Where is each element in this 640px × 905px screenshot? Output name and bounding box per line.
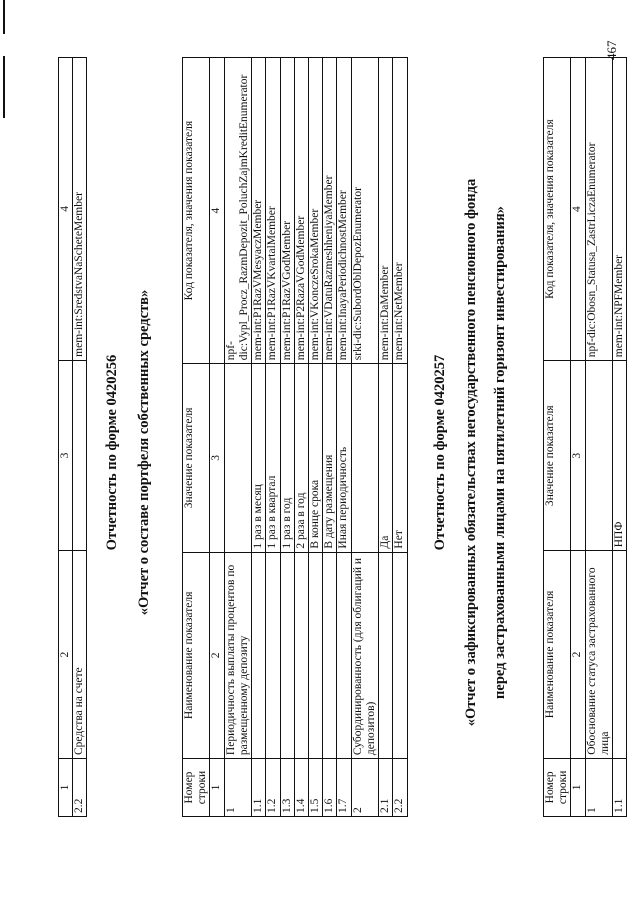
row-value	[224, 364, 251, 552]
header-num: 3	[210, 364, 224, 552]
row-code: mem-int:DaMember	[379, 58, 393, 364]
row-code: mem-int:P1RazVGodMember	[280, 58, 294, 364]
section2-title: Отчетность по форме 0420257	[432, 354, 448, 551]
table-row	[266, 58, 280, 817]
row-code: srki-dic:SubordOblDepozEnumerator	[351, 58, 378, 364]
row-name	[294, 552, 308, 759]
section2-subtitle-line2: перед застрахованными лицами на пятилетний горизонт инвестирования»	[492, 206, 508, 699]
row-code: mem-int:P2RazaVGodMember	[294, 58, 308, 364]
row-code: mem-int:VKonczeSrokaMember	[308, 58, 322, 364]
header-num: 2	[571, 551, 585, 758]
row-value: Нет	[393, 364, 407, 552]
row-name	[393, 552, 407, 759]
row-code: npf-dic:Vypl_Procz_RazmDepozit_PoluchZajmKreditEnumerator	[224, 58, 251, 364]
row-name	[308, 552, 322, 759]
row-code: npf-dic:Obosn_Statusa_ZastrLiczaEnumerator	[585, 58, 612, 361]
row-name	[323, 552, 337, 759]
header-cell: Значение показателя	[183, 364, 210, 552]
table-row	[308, 58, 322, 817]
header-num: 1	[210, 759, 224, 817]
row-name	[337, 552, 351, 759]
table-row	[613, 58, 627, 817]
header-cell: Наименование показателя	[183, 552, 210, 759]
row-value: 1 раз в год	[280, 364, 294, 552]
row-value: В дату размещения	[323, 364, 337, 552]
row-name	[280, 552, 294, 759]
header-num: 4	[59, 58, 73, 361]
row-code: mem-int:SredstvaNaScheteMember	[73, 58, 87, 361]
row-code: mem-int:InayaPeriodichnostMember	[337, 58, 351, 364]
row-value: Иная периодичность	[337, 364, 351, 552]
row-value	[73, 360, 87, 550]
row-value: В конце срока	[308, 364, 322, 552]
table-row	[379, 58, 393, 817]
row-num: 2.2	[393, 759, 407, 817]
row-value	[351, 364, 378, 552]
header-cell: Номер строки	[544, 758, 571, 816]
header-cell: Номер строки	[183, 759, 210, 817]
row-name	[379, 552, 393, 759]
row-num: 2.1	[379, 759, 393, 817]
row-name: Обоснование статуса застрахованного лица	[585, 551, 612, 758]
row-code: mem-int:NetMember	[393, 58, 407, 364]
page-number: 467	[604, 40, 619, 60]
header-num: 2	[59, 551, 73, 759]
row-value: 1 раз в квартал	[266, 364, 280, 552]
header-num: 4	[571, 58, 585, 361]
table-row	[252, 58, 266, 817]
row-name: Субординированность (для облигаций и депозитов)	[351, 552, 378, 759]
row-name: Средства на счете	[73, 551, 87, 759]
row-num: 1.1	[613, 758, 627, 816]
row-num: 1.4	[294, 759, 308, 817]
row-value	[585, 361, 612, 551]
table-row	[337, 58, 351, 817]
header-cell: Значение показателя	[544, 361, 571, 551]
row-name	[252, 552, 266, 759]
continued-table	[58, 57, 87, 817]
header-cell: Код показателя, значения показателя	[183, 58, 210, 364]
row-code: mem-int:VDatuRazmeshheniyaMember	[323, 58, 337, 364]
header-num: 4	[210, 58, 224, 364]
section1-subtitle: «Отчет о составе портфеля собственных средств»	[136, 289, 152, 616]
row-name	[266, 552, 280, 759]
section1-title: Отчетность по форме 0420256	[104, 354, 120, 551]
row-value: Да	[379, 364, 393, 552]
row-value: 1 раз в месяц	[252, 364, 266, 552]
table-row	[351, 58, 378, 817]
header-cell: Наименование показателя	[544, 551, 571, 758]
row-num: 1.5	[308, 759, 322, 817]
row-value: НПФ	[613, 361, 627, 551]
row-num: 2.2	[73, 758, 87, 816]
row-num: 2	[351, 759, 378, 817]
row-code: mem-int:P1RazVKvartalMember	[266, 58, 280, 364]
section1-table	[182, 57, 408, 817]
row-num: 1	[585, 758, 612, 816]
table-row	[294, 58, 308, 817]
row-code: mem-int:P1RazVMesyaczMember	[252, 58, 266, 364]
row-code: mem-int:NPFMember	[613, 58, 627, 361]
row-value: 2 раза в год	[294, 364, 308, 552]
row-num: 1.1	[252, 759, 266, 817]
row-num: 1.7	[337, 759, 351, 817]
row-num: 1.6	[323, 759, 337, 817]
row-num: 1	[224, 759, 251, 817]
section2-table	[543, 57, 627, 817]
row-name	[613, 551, 627, 758]
row-name: Периодичность выплаты процентов по размещенному депозиту	[224, 552, 251, 759]
header-num: 3	[571, 361, 585, 551]
header-num: 2	[210, 552, 224, 759]
header-num: 3	[59, 360, 73, 550]
header-num: 1	[571, 758, 585, 816]
table-row	[585, 58, 612, 817]
row-num: 1.2	[266, 759, 280, 817]
header-num: 1	[59, 758, 73, 816]
table-row	[393, 58, 407, 817]
table-row	[323, 58, 337, 817]
header-cell: Код показателя, значения показателя	[544, 58, 571, 361]
section2-subtitle-line1: «Отчет о зафиксированных обязательствах негосударственного пенсионного фонда	[463, 178, 479, 727]
row-num: 1.3	[280, 759, 294, 817]
table-row	[280, 58, 294, 817]
table-row	[224, 58, 251, 817]
